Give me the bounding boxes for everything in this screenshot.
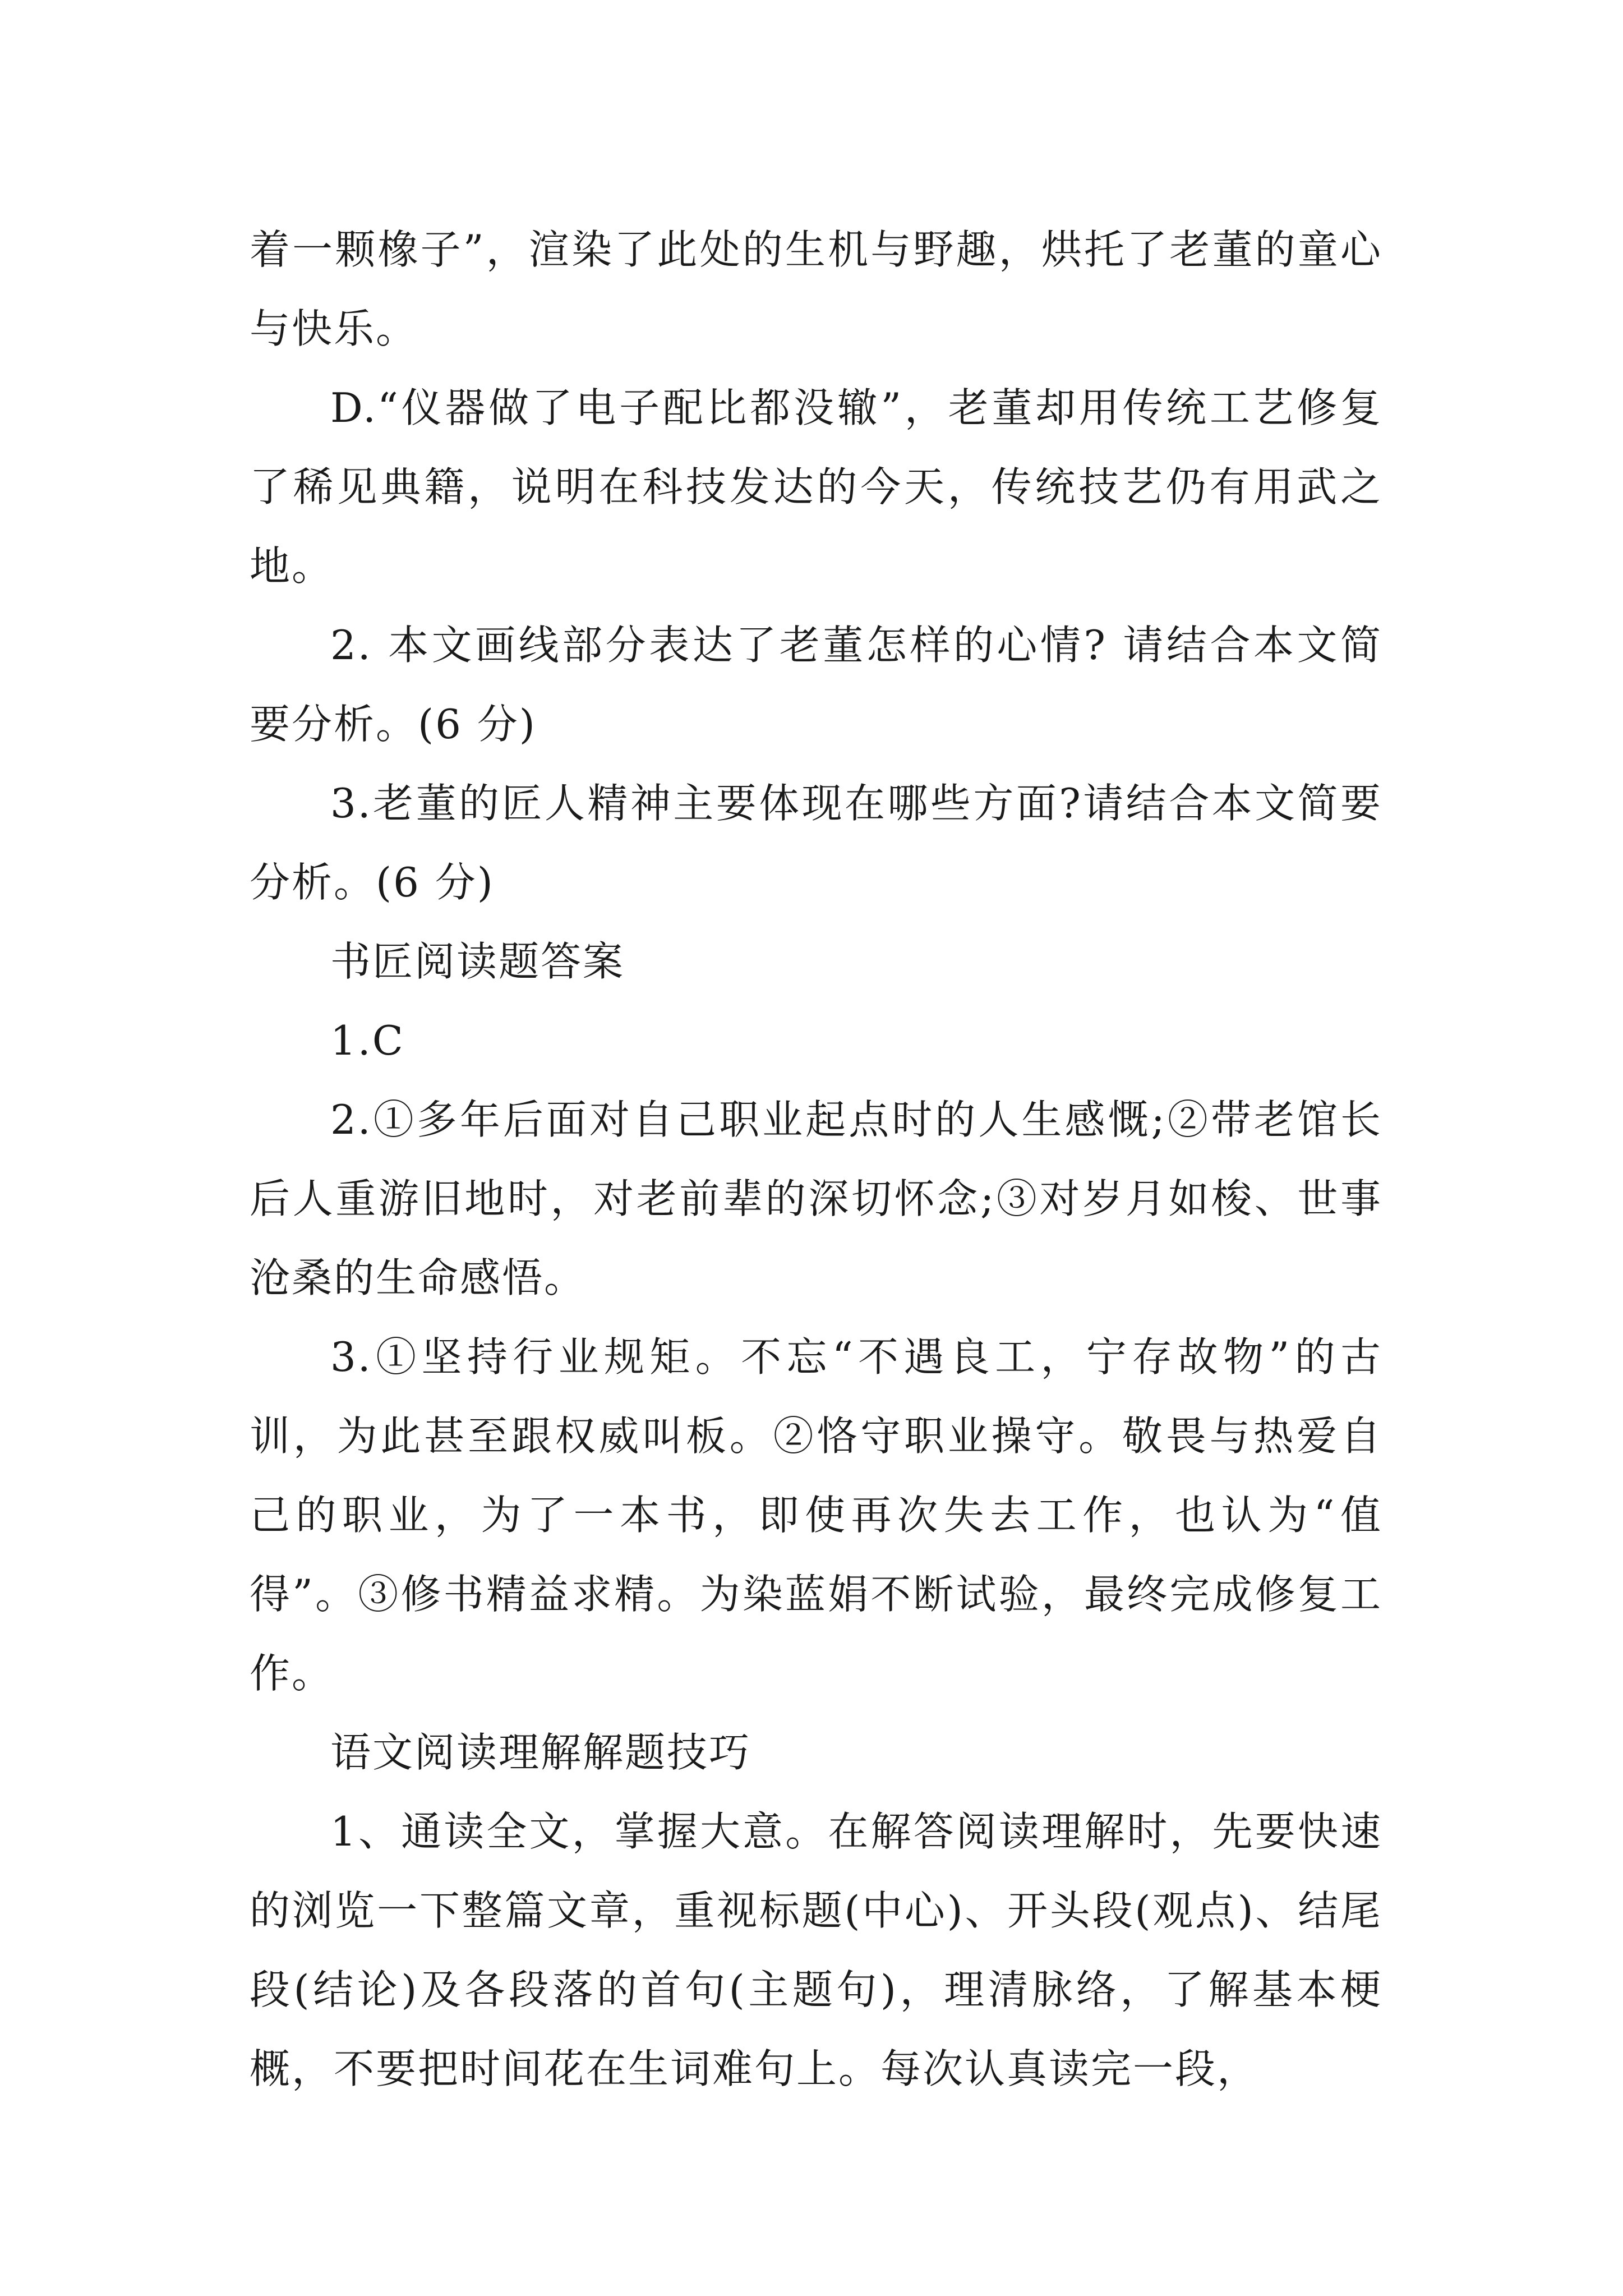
paragraph-answer-2: 2.①多年后面对自己职业起点时的人生感慨;②带老馆长后人重游旧地时，对老前辈的深切怀念;③对岁月如梭、世事沧桑的生命感悟。	[250, 1096, 1382, 1301]
paragraph-option-d: D.“仪器做了电子配比都没辙”，老董却用传统工艺修复了稀见典籍，说明在科技发达的今天，传统技艺仍有用武之地。	[250, 384, 1382, 590]
paragraph-answer-3: 3.①坚持行业规矩。不忘“不遇良工，宁存故物”的古训，为此甚至跟权威叫板。②恪守职业操守。敬畏与热爱自己的职业，为了一本书，即使再次失去工作，也认为“值得”。③修书精益求精。为染蓝娟不断试验，最终完成修复工作。	[250, 1333, 1382, 1697]
paragraph-answer-1: 1.C	[330, 1017, 405, 1064]
answer-heading: 书匠阅读题答案	[330, 938, 625, 985]
tips-heading: 语文阅读理解解题技巧	[330, 1729, 751, 1776]
paragraph-question-2: 2. 本文画线部分表达了老董怎样的心情? 请结合本文简要分析。(6 分)	[250, 622, 1382, 748]
paragraph-option-c-continued: 着一颗橡子”，渲染了此处的生机与野趣，烘托了老董的童心与快乐。	[250, 226, 1382, 352]
paragraph-question-3: 3.老董的匠人精神主要体现在哪些方面?请结合本文简要分析。(6 分)	[250, 780, 1382, 906]
document-body	[250, 210, 1382, 2109]
paragraph-tip-1: 1、通读全文，掌握大意。在解答阅读理解时，先要快速的浏览一下整篇文章，重视标题(中心)、开头段(观点)、结尾段(结论)及各段落的首句(主题句)，理清脉络，了解基本梗概，不要把时间花在生词难句上。每次认真读完一段，	[250, 1808, 1382, 2092]
